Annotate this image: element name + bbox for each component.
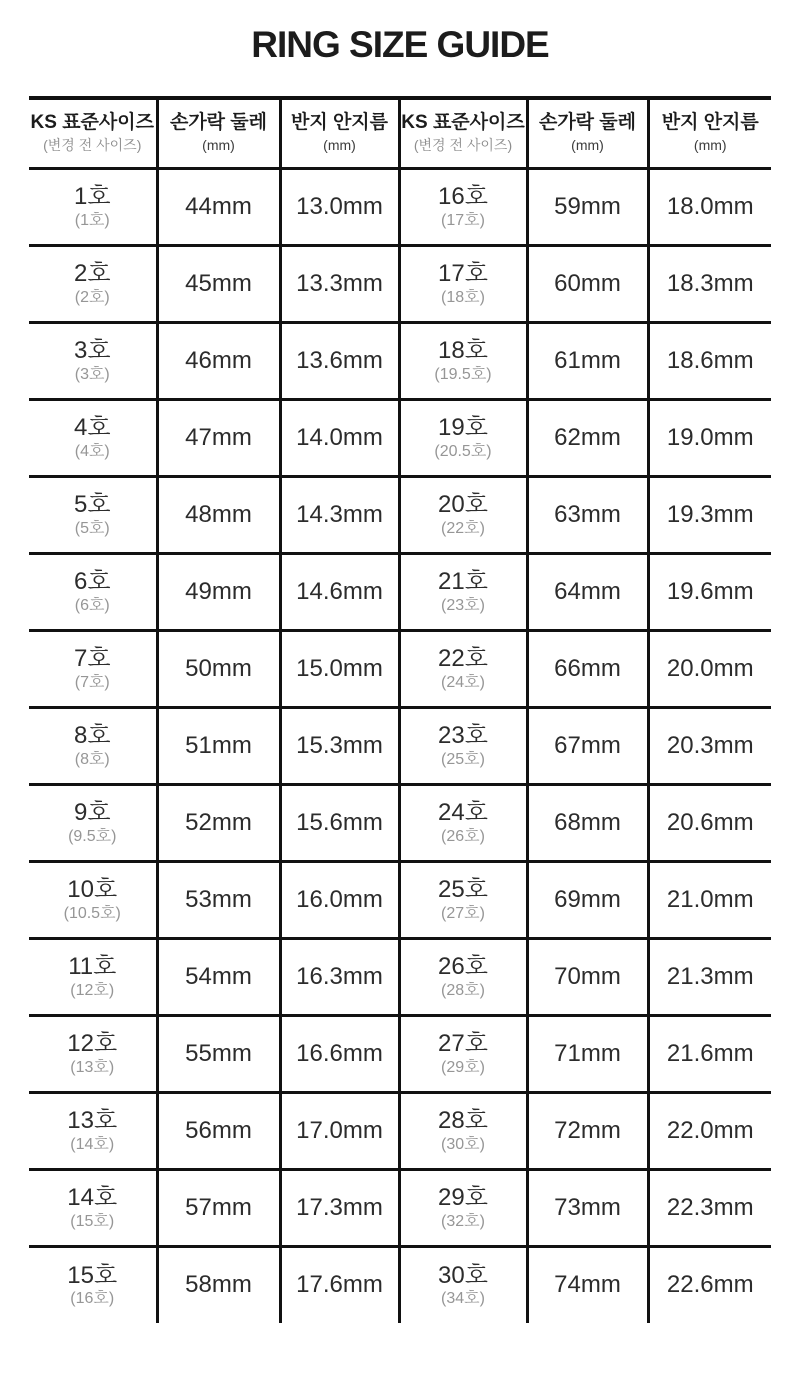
ks-size-label: 11호 — [68, 953, 117, 980]
diameter-value: 22.3mm — [666, 1193, 754, 1221]
circumference-cell — [527, 476, 648, 553]
header-diameter-left — [280, 98, 399, 168]
circumference-value: 48mm — [185, 500, 252, 528]
ks-size-cell — [399, 1092, 527, 1169]
ks-size-cell — [29, 322, 157, 399]
old-size-label: (5호) — [74, 519, 110, 537]
circumference-cell — [527, 399, 648, 476]
diameter-value: 16.6mm — [296, 1039, 383, 1067]
circumference-value: 55mm — [185, 1039, 252, 1067]
table-row — [29, 707, 771, 784]
diameter-value: 14.0mm — [296, 423, 383, 451]
table-row — [29, 1092, 771, 1169]
old-size-label: (23호) — [441, 596, 485, 614]
ks-size-cell — [399, 938, 527, 1015]
ks-size-label: 29호 — [438, 1184, 488, 1211]
diameter-value: 13.6mm — [296, 346, 383, 374]
ks-size-label: 16호 — [438, 183, 488, 210]
ks-size-cell — [29, 630, 157, 707]
diameter-value: 20.0mm — [666, 654, 754, 682]
table-row — [29, 168, 771, 245]
circumference-value: 47mm — [185, 423, 252, 451]
diameter-value: 21.3mm — [666, 962, 754, 990]
circumference-value: 72mm — [554, 1116, 621, 1144]
ks-size-label: 18호 — [438, 337, 488, 364]
circumference-cell — [157, 476, 280, 553]
ks-size-cell — [29, 707, 157, 784]
diameter-cell — [280, 1015, 399, 1092]
diameter-cell — [648, 1092, 771, 1169]
old-size-label: (32호) — [441, 1212, 485, 1230]
ks-size-label: 14호 — [67, 1184, 118, 1211]
diameter-cell — [648, 861, 771, 938]
ring-size-table — [29, 96, 771, 1323]
diameter-cell — [280, 399, 399, 476]
circumference-value: 63mm — [554, 500, 621, 528]
circumference-value: 52mm — [185, 808, 252, 836]
header-ks-size-right — [399, 98, 527, 168]
circumference-value: 57mm — [185, 1193, 252, 1221]
diameter-value: 20.6mm — [666, 808, 754, 836]
page-title: RING SIZE GUIDE — [251, 24, 549, 65]
ks-size-cell — [29, 399, 157, 476]
ks-size-cell — [399, 168, 527, 245]
circumference-cell — [527, 1092, 648, 1169]
ks-size-cell — [29, 938, 157, 1015]
ks-size-cell — [399, 553, 527, 630]
ks-size-label: 3호 — [73, 337, 111, 364]
circumference-cell — [527, 1015, 648, 1092]
header-circumference-left — [157, 98, 280, 168]
ks-size-label: 9호 — [73, 799, 111, 826]
ks-size-cell — [399, 861, 527, 938]
circumference-cell — [527, 784, 648, 861]
old-size-label: (13호) — [70, 1058, 115, 1076]
old-size-label: (19.5호) — [434, 365, 492, 383]
old-size-label: (3호) — [74, 365, 110, 383]
old-size-label: (6호) — [74, 596, 110, 614]
diameter-value: 21.0mm — [666, 885, 754, 913]
ks-size-label: 13호 — [67, 1107, 118, 1134]
diameter-cell — [280, 630, 399, 707]
header-row — [29, 98, 771, 168]
diameter-value: 17.6mm — [296, 1271, 383, 1299]
header-sublabel: (변경 전 사이즈) — [413, 137, 513, 154]
circumference-value: 54mm — [185, 962, 252, 990]
diameter-value: 17.0mm — [296, 1116, 383, 1144]
table-row — [29, 784, 771, 861]
diameter-cell — [280, 784, 399, 861]
table-row — [29, 245, 771, 322]
circumference-value: 71mm — [554, 1039, 621, 1067]
circumference-value: 51mm — [185, 731, 252, 759]
ks-size-label: 17호 — [438, 260, 488, 287]
ks-size-label: 25호 — [438, 876, 488, 903]
ks-size-cell — [29, 168, 157, 245]
header-sublabel: (변경 전 사이즈) — [43, 137, 142, 154]
circumference-cell — [157, 168, 280, 245]
ks-size-label: 8호 — [73, 722, 111, 749]
circumference-cell — [527, 245, 648, 322]
table-row — [29, 553, 771, 630]
circumference-value: 58mm — [185, 1271, 252, 1299]
old-size-label: (8호) — [74, 750, 110, 768]
header-ks-size-left — [29, 98, 157, 168]
ks-size-cell — [399, 322, 527, 399]
diameter-cell — [280, 1246, 399, 1323]
header-label: KS 표준사이즈 — [30, 112, 154, 134]
circumference-cell — [527, 1169, 648, 1246]
diameter-cell — [648, 553, 771, 630]
old-size-label: (7호) — [74, 673, 110, 691]
diameter-value: 22.6mm — [666, 1271, 754, 1299]
circumference-value: 46mm — [185, 346, 252, 374]
header-label: 손가락 둘레 — [538, 112, 637, 134]
table-row — [29, 476, 771, 553]
diameter-value: 15.6mm — [296, 808, 383, 836]
old-size-label: (26호) — [441, 827, 485, 845]
diameter-cell — [280, 1092, 399, 1169]
diameter-cell — [648, 168, 771, 245]
old-size-label: (15호) — [70, 1212, 115, 1230]
ks-size-label: 20호 — [438, 491, 488, 518]
diameter-value: 18.3mm — [666, 269, 754, 297]
old-size-label: (14호) — [70, 1135, 115, 1153]
header-label: 반지 안지름 — [290, 112, 389, 134]
old-size-label: (2호) — [74, 288, 110, 306]
circumference-cell — [157, 707, 280, 784]
ks-size-cell — [399, 245, 527, 322]
circumference-cell — [157, 861, 280, 938]
circumference-value: 45mm — [185, 269, 252, 297]
diameter-cell — [280, 322, 399, 399]
ks-size-label: 5호 — [73, 491, 111, 518]
ks-size-cell — [399, 784, 527, 861]
ks-size-label: 24호 — [438, 799, 488, 826]
circumference-cell — [527, 553, 648, 630]
diameter-value: 17.3mm — [296, 1193, 383, 1221]
ks-size-cell — [399, 707, 527, 784]
circumference-cell — [157, 784, 280, 861]
diameter-value: 15.3mm — [296, 731, 383, 759]
header-unit: (mm) — [202, 137, 235, 154]
diameter-cell — [648, 399, 771, 476]
old-size-label: (24호) — [441, 673, 485, 691]
ks-size-cell — [399, 1015, 527, 1092]
circumference-cell — [527, 1246, 648, 1323]
circumference-value: 70mm — [554, 962, 621, 990]
circumference-value: 60mm — [554, 269, 621, 297]
circumference-cell — [157, 1169, 280, 1246]
diameter-cell — [648, 938, 771, 1015]
ks-size-cell — [399, 630, 527, 707]
header-label: 손가락 둘레 — [169, 112, 268, 134]
old-size-label: (25호) — [441, 750, 485, 768]
table-row — [29, 322, 771, 399]
circumference-value: 66mm — [554, 654, 621, 682]
circumference-value: 64mm — [554, 577, 621, 605]
ks-size-label: 7호 — [73, 645, 111, 672]
diameter-value: 19.0mm — [666, 423, 754, 451]
diameter-cell — [280, 476, 399, 553]
circumference-value: 56mm — [185, 1116, 252, 1144]
diameter-value: 19.6mm — [666, 577, 754, 605]
diameter-value: 22.0mm — [666, 1116, 754, 1144]
circumference-cell — [157, 630, 280, 707]
circumference-cell — [527, 168, 648, 245]
circumference-value: 68mm — [554, 808, 621, 836]
circumference-value: 62mm — [554, 423, 621, 451]
diameter-value: 18.0mm — [666, 192, 754, 220]
diameter-cell — [280, 168, 399, 245]
table-row — [29, 1015, 771, 1092]
header-circumference-right — [527, 98, 648, 168]
circumference-value: 44mm — [185, 192, 252, 220]
circumference-cell — [527, 938, 648, 1015]
header-diameter-right — [648, 98, 771, 168]
ks-size-cell — [29, 476, 157, 553]
size-table-body — [29, 168, 771, 1323]
circumference-cell — [157, 1015, 280, 1092]
ks-size-cell — [29, 1015, 157, 1092]
circumference-cell — [157, 399, 280, 476]
circumference-value: 59mm — [554, 192, 621, 220]
old-size-label: (28호) — [441, 981, 485, 999]
circumference-cell — [157, 938, 280, 1015]
ks-size-label: 23호 — [438, 722, 488, 749]
circumference-value: 73mm — [554, 1193, 621, 1221]
circumference-value: 49mm — [185, 577, 252, 605]
diameter-value: 21.6mm — [666, 1039, 754, 1067]
ks-size-cell — [29, 1169, 157, 1246]
diameter-value: 14.3mm — [296, 500, 383, 528]
old-size-label: (34호) — [441, 1290, 485, 1308]
circumference-cell — [157, 553, 280, 630]
circumference-cell — [157, 322, 280, 399]
ks-size-cell — [399, 399, 527, 476]
diameter-value: 19.3mm — [666, 500, 754, 528]
circumference-value: 69mm — [554, 885, 621, 913]
old-size-label: (4호) — [74, 442, 110, 460]
diameter-value: 13.0mm — [296, 192, 383, 220]
old-size-label: (18호) — [441, 288, 485, 306]
diameter-cell — [648, 1246, 771, 1323]
diameter-cell — [648, 1015, 771, 1092]
old-size-label: (27호) — [441, 904, 485, 922]
old-size-label: (10.5호) — [63, 904, 121, 922]
diameter-value: 20.3mm — [666, 731, 754, 759]
diameter-value: 15.0mm — [296, 654, 383, 682]
header-unit: (mm) — [693, 137, 727, 154]
circumference-cell — [157, 1092, 280, 1169]
diameter-cell — [280, 707, 399, 784]
header-unit: (mm) — [323, 137, 356, 154]
old-size-label: (22호) — [441, 519, 485, 537]
ks-size-cell — [399, 476, 527, 553]
ks-size-label: 12호 — [67, 1030, 118, 1057]
old-size-label: (20.5호) — [434, 442, 492, 460]
diameter-cell — [280, 245, 399, 322]
old-size-label: (12호) — [70, 981, 115, 999]
ks-size-label: 2호 — [73, 260, 111, 287]
circumference-cell — [527, 630, 648, 707]
circumference-cell — [157, 245, 280, 322]
circumference-value: 50mm — [185, 654, 252, 682]
circumference-value: 74mm — [554, 1271, 621, 1299]
old-size-label: (9.5호) — [68, 827, 117, 845]
header-label: 반지 안지름 — [661, 112, 759, 134]
ks-size-label: 6호 — [73, 568, 111, 595]
old-size-label: (29호) — [441, 1058, 485, 1076]
circumference-value: 67mm — [554, 731, 621, 759]
diameter-cell — [648, 322, 771, 399]
table-row — [29, 938, 771, 1015]
ks-size-cell — [29, 1246, 157, 1323]
old-size-label: (17호) — [441, 211, 485, 229]
diameter-cell — [280, 1169, 399, 1246]
old-size-label: (30호) — [441, 1135, 485, 1153]
ks-size-cell — [29, 784, 157, 861]
diameter-value: 13.3mm — [296, 269, 383, 297]
circumference-cell — [157, 1246, 280, 1323]
table-row — [29, 861, 771, 938]
diameter-cell — [648, 1169, 771, 1246]
ks-size-label: 30호 — [438, 1261, 488, 1289]
diameter-cell — [280, 553, 399, 630]
ks-size-label: 1호 — [73, 183, 111, 210]
circumference-value: 61mm — [554, 346, 621, 374]
old-size-label: (1호) — [74, 211, 110, 229]
old-size-label: (16호) — [70, 1290, 115, 1308]
diameter-cell — [648, 630, 771, 707]
ks-size-cell — [29, 861, 157, 938]
circumference-cell — [527, 707, 648, 784]
ks-size-label: 21호 — [438, 568, 488, 595]
ks-size-label: 15호 — [67, 1261, 118, 1289]
table-row — [29, 630, 771, 707]
header-unit: (mm) — [571, 137, 604, 154]
diameter-value: 18.6mm — [666, 346, 754, 374]
diameter-cell — [648, 707, 771, 784]
ks-size-cell — [399, 1246, 527, 1323]
diameter-cell — [648, 245, 771, 322]
diameter-cell — [280, 861, 399, 938]
table-row — [29, 1169, 771, 1246]
diameter-cell — [648, 476, 771, 553]
ks-size-label: 19호 — [438, 414, 488, 441]
ks-size-label: 28호 — [438, 1107, 488, 1134]
circumference-cell — [527, 861, 648, 938]
diameter-cell — [648, 784, 771, 861]
ks-size-label: 10호 — [67, 876, 118, 903]
diameter-value: 14.6mm — [296, 577, 383, 605]
diameter-value: 16.0mm — [296, 885, 383, 913]
ks-size-cell — [29, 245, 157, 322]
header-label: KS 표준사이즈 — [401, 112, 525, 134]
ks-size-cell — [399, 1169, 527, 1246]
diameter-cell — [280, 938, 399, 1015]
table-row — [29, 399, 771, 476]
ks-size-cell — [29, 1092, 157, 1169]
ks-size-cell — [29, 553, 157, 630]
ks-size-label: 22호 — [438, 645, 488, 672]
ks-size-label: 27호 — [438, 1030, 488, 1057]
table-row — [29, 1246, 771, 1323]
diameter-value: 16.3mm — [296, 962, 383, 990]
ks-size-label: 26호 — [438, 953, 488, 980]
circumference-value: 53mm — [185, 885, 252, 913]
ks-size-label: 4호 — [73, 414, 111, 441]
circumference-cell — [527, 322, 648, 399]
